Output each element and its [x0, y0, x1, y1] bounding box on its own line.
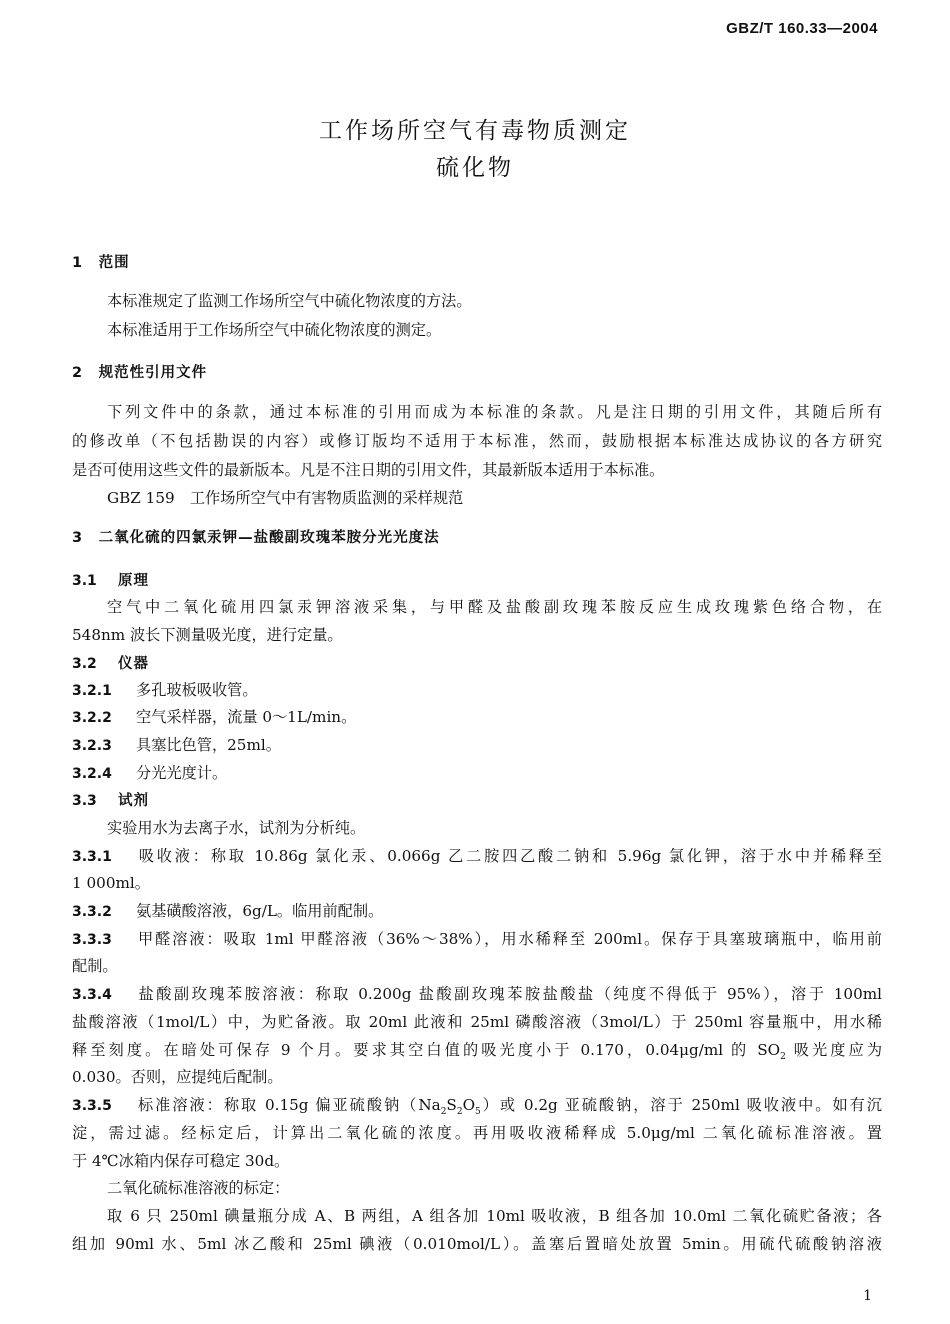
text-run: ）或 0.2g 亚硫酸钠，溶于 250ml 吸收液中。如有沉: [480, 1096, 882, 1114]
paragraph-line: 空气中二氧化硫用四氯汞钾溶液采集，与甲醛及盐酸副玫瑰苯胺反应生成玫瑰紫色络合物，在: [107, 598, 882, 616]
paragraph: 本标准适用于工作场所空气中硫化物浓度的测定。: [107, 321, 442, 339]
section-2-heading: 2 规范性引用文件: [72, 365, 208, 381]
list-item: [72, 680, 882, 701]
item-text: 分光光度计。: [136, 764, 228, 782]
subscript: 2: [780, 1052, 786, 1063]
subsection-3-2-heading: [72, 653, 882, 674]
list-item: [72, 735, 882, 756]
item-text: 空气采样器，流量 0～1L/min。: [136, 708, 357, 726]
paragraph: 实验用水为去离子水，试剂为分析纯。: [107, 819, 366, 837]
list-item: [72, 707, 882, 728]
paragraph-line: 的修改单（不包括勘误的内容）或修订版均不适用于本标准，然而，鼓励根据本标准达成协议的各方研究: [72, 432, 882, 450]
paragraph-line: 是否可使用这些文件的最新版本。凡是不注日期的引用文件，其最新版本适用于本标准。: [72, 461, 665, 479]
reference-item: GBZ 159 工作场所空气中有害物质监测的采样规范: [107, 489, 464, 507]
paragraph-line: 淀，需过滤。经标定后，计算出二氧化硫的浓度。再用吸收液稀释成 5.0μg/ml 二氧化硫标准溶液。置: [72, 1124, 882, 1142]
clause-number: 3.2: [72, 656, 97, 672]
item-text: 盐酸副玫瑰苯胺溶液：称取 0.200g 盐酸副玫瑰苯胺盐酸盐（纯度不得低于 95%），溶于 100ml: [136, 985, 882, 1003]
item-text: 氨基磺酸溶液，6g/L。临用前配制。: [136, 902, 384, 920]
paragraph: 二氧化硫标准溶液的标定：: [107, 1179, 290, 1197]
paragraph-line: 盐酸溶液（1mol/L）中，为贮备液。取 20ml 此液和 25ml 磷酸溶液（3mol/L）于 250ml 容量瓶中，用水稀: [72, 1013, 882, 1031]
clause-title: 试剂: [118, 793, 149, 809]
item-text: 甲醛溶液：吸取 1ml 甲醛溶液（36%～38%），用水稀释至 200ml。保存于具塞玻璃瓶中，临用前: [136, 930, 882, 948]
clause-number: 3.3.3: [72, 932, 112, 948]
clause-number: 3.3.4: [72, 987, 112, 1003]
reagent-item: [72, 929, 882, 950]
item-text: 吸收液：称取 10.86g 氯化汞、0.066g 乙二胺四乙酸二钠和 5.96g 氯化钾，溶于水中并稀释至: [136, 847, 882, 865]
paragraph-line: 于 4℃冰箱内保存可稳定 30d。: [72, 1152, 290, 1170]
text-run: 吸光度应为: [785, 1041, 883, 1059]
paragraph-line: 配制。: [72, 957, 118, 975]
section-3-heading: 3 二氧化硫的四氯汞钾—盐酸副玫瑰苯胺分光光度法: [72, 530, 440, 546]
paragraph-line: 1 000ml。: [72, 874, 150, 892]
subscript: 2: [440, 1107, 447, 1118]
paragraph-line: 取 6 只 250ml 碘量瓶分成 A、B 两组，A 组各加 10ml 吸收液，B 组各加 10.0ml 二氧化硫贮备液；各: [107, 1207, 882, 1225]
paragraph-line: 548nm 波长下测量吸光度，进行定量。: [72, 626, 343, 644]
text-run: 释至刻度。在暗处可保存 9 个月。要求其空白值的吸光度小于 0.170，0.04μg/ml 的 SO: [72, 1041, 781, 1059]
reagent-item: [72, 846, 882, 867]
reagent-item: [72, 901, 882, 922]
text-run: 标准溶液：称取 0.15g 偏亚硫酸钠（Na: [136, 1096, 441, 1114]
list-item: [72, 763, 882, 784]
paragraph-line: 下列文件中的条款，通过本标准的引用而成为本标准的条款。凡是注日期的引用文件，其随后所有: [107, 403, 882, 421]
section-1-heading: 1 范围: [72, 255, 130, 271]
paragraph-line: 0.030。否则，应提纯后配制。: [72, 1068, 283, 1086]
document-title: 工作场所空气有毒物质测定: [319, 118, 631, 144]
clause-number: 3.2.4: [72, 766, 112, 782]
text-run: O: [462, 1096, 476, 1114]
subscript: 2: [456, 1107, 463, 1118]
clause-number: 3.2.1: [72, 683, 112, 699]
clause-number: 3.3.2: [72, 904, 112, 920]
reagent-item: [72, 984, 882, 1005]
paragraph-line: 组加 90ml 水、5ml 冰乙酸和 25ml 碘液（0.010mol/L）。盖塞后置暗处放置 5min。用硫代硫酸钠溶液: [72, 1235, 882, 1253]
page-number: 1: [863, 1288, 872, 1304]
clause-number: 3.1: [72, 573, 97, 589]
clause-number: 3.2.2: [72, 710, 112, 726]
reagent-item: [72, 1095, 882, 1122]
paragraph: 本标准规定了监测工作场所空气中硫化物浓度的方法。: [107, 292, 472, 310]
document-subtitle: 硫化物: [436, 155, 514, 181]
standard-code: GBZ/T 160.33—2004: [726, 20, 878, 37]
clause-title: 仪器: [118, 656, 149, 672]
text-run: S: [446, 1096, 457, 1114]
subsection-3-1-heading: [72, 570, 882, 591]
item-text: 具塞比色管，25ml。: [136, 736, 281, 754]
subsection-3-3-heading: [72, 790, 882, 811]
clause-number: 3.2.3: [72, 738, 112, 754]
paragraph-line: [72, 1040, 882, 1067]
clause-number: 3.3.5: [72, 1098, 112, 1114]
subscript: 5: [475, 1107, 481, 1118]
item-text: 多孔玻板吸收管。: [136, 681, 258, 699]
clause-title: 原理: [118, 573, 149, 589]
clause-number: 3.3.1: [72, 849, 112, 865]
clause-number: 3.3: [72, 793, 97, 809]
